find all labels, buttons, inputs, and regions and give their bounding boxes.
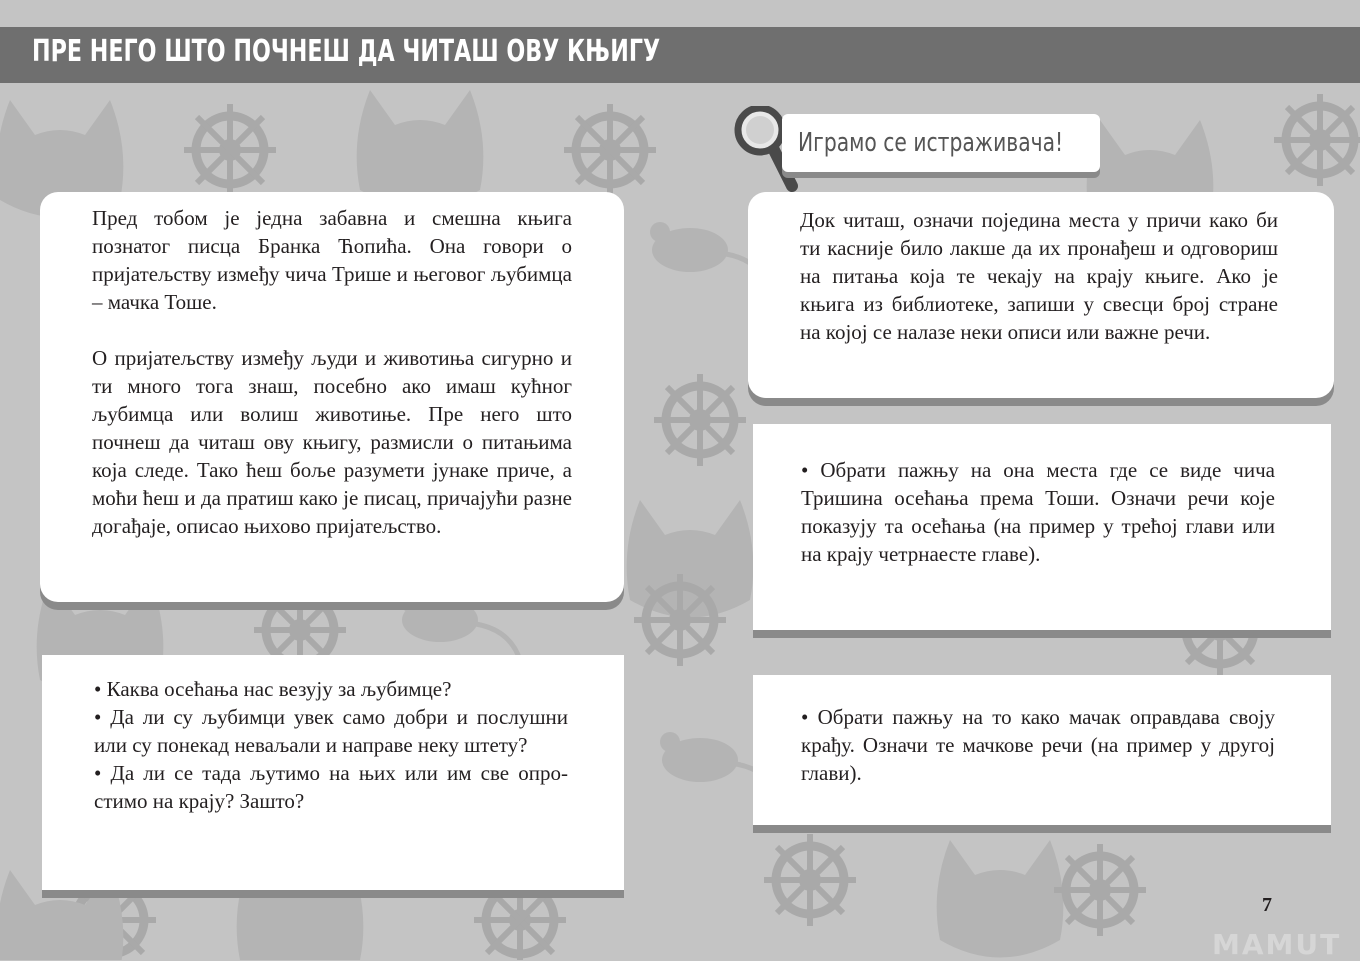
task-text-1: • Обрати пажњу на она места где се виде чича Тришина осећања према Тоши. Означи речи које показују та осећања (на пример у трећој глави или на крају четрнаесте главе). (801, 458, 1275, 566)
question-item: • Да ли су љубимци увек само добри и послушни или су понекад неваљали и направе неку штету? (94, 705, 568, 757)
questions-box (42, 655, 624, 890)
explorer-box (748, 192, 1334, 398)
page-number: 7 (1262, 894, 1272, 916)
task-text-2: • Обрати пажњу на то како мачак оправдава своју крађу. Означи те мачкове речи (на пример у другој глави). (801, 705, 1275, 785)
intro-paragraph-1: Пред тобом је једна забавна и смешна књига познатог писца Бранка Ћопића. Она говори о пријатељству између чича Трише и његовог љубимца – мачка Тоше. (92, 206, 572, 314)
question-item: • Каква осећања нас везују за љубимце? (94, 677, 452, 701)
explorer-sign-plate (782, 114, 1100, 172)
intro-box (40, 192, 624, 602)
task-box-1 (753, 424, 1331, 630)
watermark: MAMUT (1212, 928, 1342, 961)
page-title: ПРЕ НЕГО ШТО ПОЧНЕШ ДА ЧИТАШ ОВУ КЊИГУ (32, 34, 661, 69)
task-box-2 (753, 675, 1331, 825)
explorer-text: Док читаш, означи поједина места у причи како би ти касније било лакше да их пронађеш и одговориш на питања која те чекају на крају књиге. Ако је књига из библиотеке, запиши у свесци број стране на којој се налазе неки описи или важне речи. (800, 208, 1278, 344)
explorer-sign (734, 106, 1114, 196)
intro-paragraph-2: О пријатељству између људи и животиња сигурно и ти много тога знаш, посебно ако имаш кућног љубимца или волиш животиње. Пре него што почнеш да читаш ову књигу, размисли о питањима која следе. Тако ћеш боље разумети јунаке приче, а моћи ћеш и да пратиш како је писац, причајући разне догађаје, описао њихово пријатељство. (92, 346, 572, 538)
explorer-sign-label: Играмо се истраживача! (798, 128, 1064, 158)
question-item: • Да ли се тада љутимо на њих или им све опростимо на крају? Зашто? (94, 761, 568, 813)
